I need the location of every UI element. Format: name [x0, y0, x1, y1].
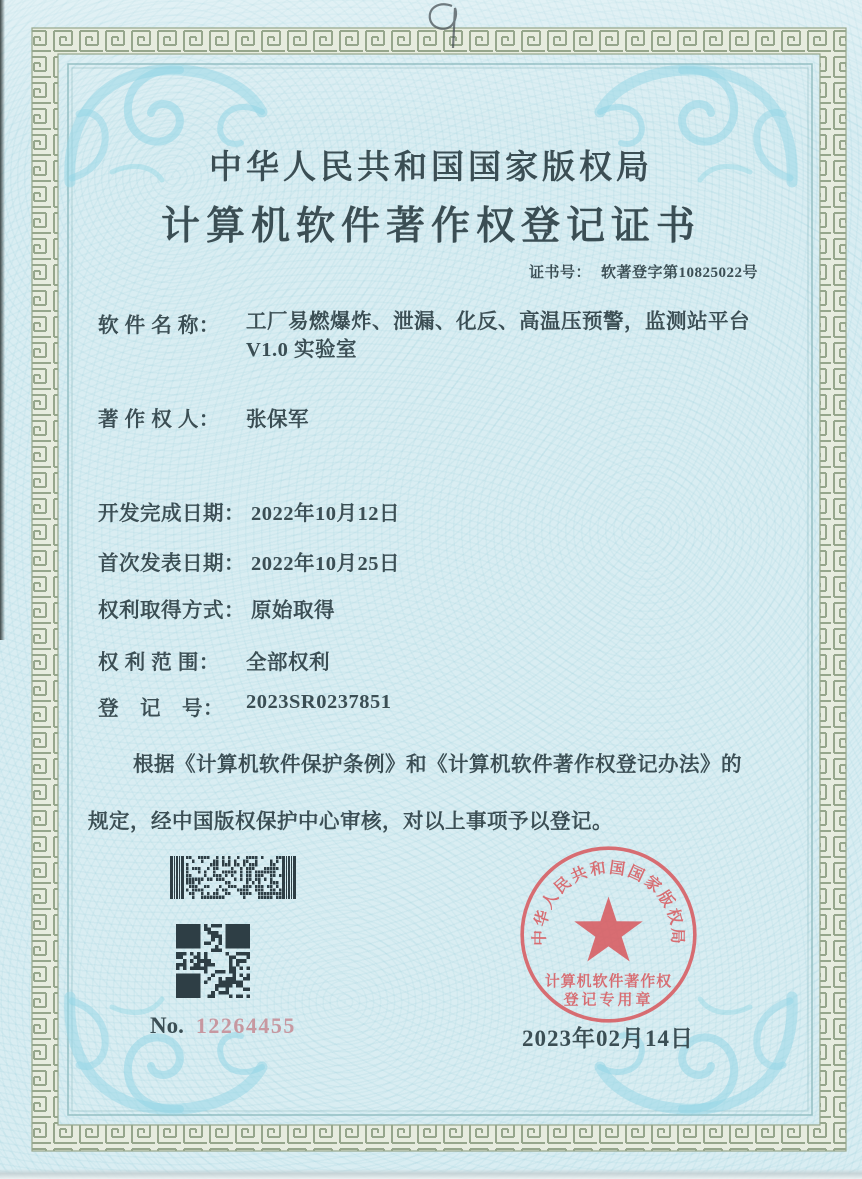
certificate-number-value: 软著登字第10825022号: [600, 265, 758, 281]
photo-edge: [0, 0, 5, 640]
serial-number-label: No.: [150, 1013, 184, 1038]
field-label: 登 记 号：: [98, 698, 224, 720]
field-label: 权利取得方式：: [98, 600, 245, 622]
certificate-number-label: 证书号：: [528, 265, 591, 281]
serial-number-value: 12264455: [195, 1013, 296, 1038]
star-icon: [574, 896, 642, 961]
official-seal: [516, 842, 701, 1027]
barcode-2d: [170, 856, 300, 899]
certificate-number-line: [529, 261, 758, 282]
software-version: V1.0 实验室: [246, 339, 358, 361]
field-label: 首次发表日期：: [98, 553, 245, 575]
seal-line2: 登记专用章: [563, 992, 654, 1009]
seal-arc-text: 中华人民共和国国家版权局: [531, 859, 686, 947]
field-value: 原始取得: [251, 600, 335, 622]
field-acquisition-method: [98, 593, 335, 623]
issue-date: 2023年02月14日: [522, 1026, 694, 1051]
field-registration-number: [98, 691, 391, 721]
field-value: 2022年10月25日: [251, 553, 400, 575]
qr-code: [176, 924, 250, 998]
field-rights-scope: [98, 645, 330, 675]
field-completion-date: [98, 496, 400, 526]
field-label: 著 作 权 人：: [98, 409, 220, 431]
field-value: 2022年10月12日: [251, 503, 400, 525]
field-label: 权 利 范 围：: [98, 652, 220, 674]
field-first-publication-date: [98, 546, 400, 576]
registration-statement-line2: 规定，经中国版权保护中心审核，对以上事项予以登记。: [88, 811, 613, 833]
software-name: 工厂易燃爆炸、泄漏、化反、高温压预警，监测站平台: [246, 311, 750, 333]
seal-line1: 计算机软件著作权: [544, 973, 673, 990]
field-value: 全部权利: [246, 652, 330, 674]
field-value: 2023SR0237851: [246, 691, 392, 713]
field-value: [246, 308, 766, 364]
certificate-title: 计算机软件著作权登记证书: [160, 205, 701, 248]
field-value: 张保军: [246, 409, 309, 431]
field-label: 软 件 名 称：: [98, 315, 220, 337]
serial-number-line: [150, 1013, 296, 1039]
field-software-name: [98, 308, 766, 364]
photo-edge-bottom: [0, 1169, 862, 1179]
field-copyright-owner: [98, 402, 309, 432]
field-label: 开发完成日期：: [98, 503, 245, 525]
authority-title: 中华人民共和国国家版权局: [209, 150, 653, 186]
registration-statement-line1: 根据《计算机软件保护条例》和《计算机软件著作权登记办法》的: [133, 754, 742, 776]
